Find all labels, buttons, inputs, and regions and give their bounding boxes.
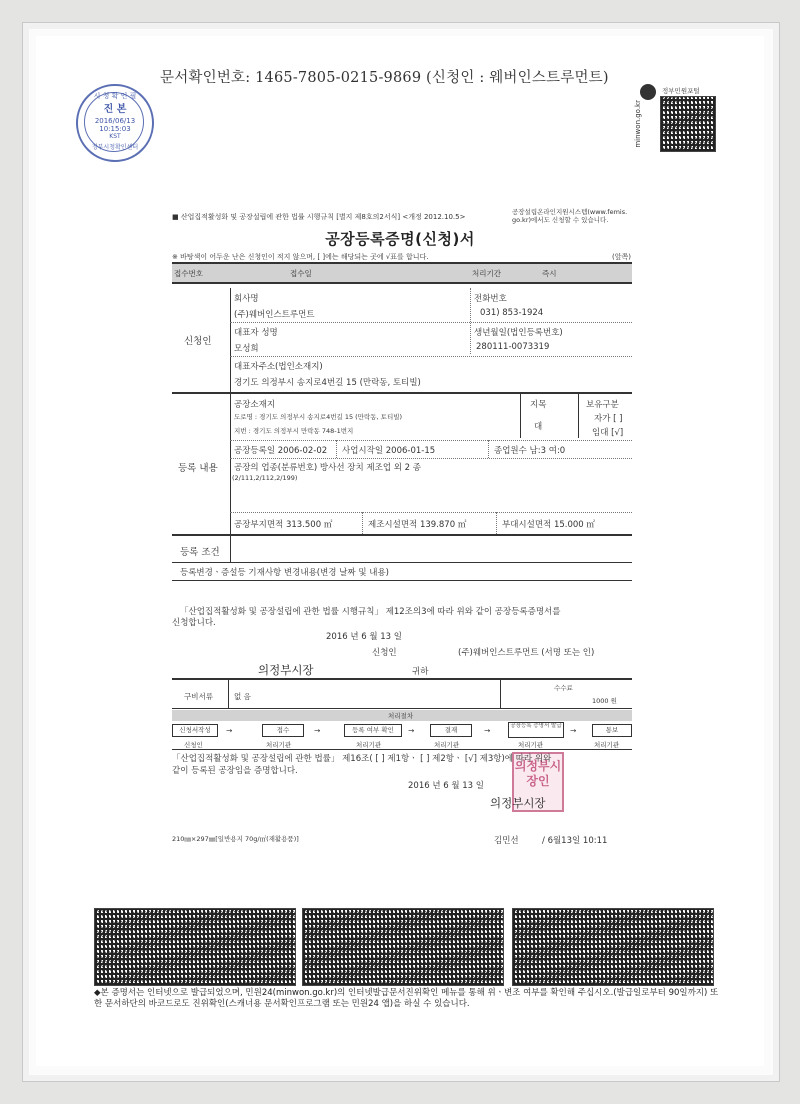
address-label: 대표자주소(법인소재지) bbox=[234, 362, 323, 372]
fee-value: 1000 원 bbox=[592, 697, 617, 705]
land-type-value: 대 bbox=[534, 422, 543, 432]
issued-time: / 6월13일 10:11 bbox=[542, 836, 608, 846]
barcode-2 bbox=[302, 908, 504, 986]
rep-label: 대표자 성명 bbox=[234, 328, 278, 338]
road-address: 도로명 : 경기도 의정부시 송지로4번길 15 (만락동, 토티빌) bbox=[234, 413, 403, 421]
addressee-honorific: 귀하 bbox=[412, 667, 429, 677]
barcode-3 bbox=[512, 908, 714, 986]
portal-label: 정부민원포털 bbox=[662, 87, 700, 95]
period-value: 즉시 bbox=[542, 269, 557, 278]
arrow-4: → bbox=[484, 726, 491, 735]
actor-3: 처리기관 bbox=[356, 741, 382, 749]
certification-text-1: 「산업집적활성화 및 공장설립에 관한 법률」 제16조( [ ] 제1항ㆍ [ ] 제2항ㆍ [√] 제3항)에 따라 위와 bbox=[172, 754, 552, 764]
law-reference: ■ 산업집적활성화 및 공장설립에 관한 법률 시행규칙 [별지 제8호의2서식] <개정 2012.10.5> bbox=[172, 213, 466, 221]
actor-2: 처리기관 bbox=[266, 741, 292, 749]
official-stamp: 의정부시장인 bbox=[512, 752, 564, 812]
phone-value: 031) 853-1924 bbox=[480, 308, 544, 318]
page-mark: (앞쪽) bbox=[612, 253, 631, 261]
arrow-2: → bbox=[314, 726, 321, 735]
actor-5: 처리기관 bbox=[518, 741, 544, 749]
docs-value: 없 음 bbox=[234, 692, 251, 701]
actor-1: 신청인 bbox=[184, 741, 203, 749]
docs-label: 구비서류 bbox=[184, 692, 213, 701]
application-statement-1: 「산업집적활성화 및 공장설립에 관한 법률 시행규칙」 제12조의3에 따라 위와 같이 공장등록증명서를 bbox=[180, 607, 561, 617]
application-statement-2: 신청합니다. bbox=[172, 618, 216, 628]
building-area: 제조시설면적 139.870 ㎡ bbox=[368, 520, 467, 530]
step-2: 접수 bbox=[262, 724, 304, 737]
certifying-authority: 의정부시장 bbox=[490, 796, 546, 810]
ownership-label: 보유구분 bbox=[586, 400, 619, 410]
birth-value: 280111-0073319 bbox=[476, 342, 550, 352]
step-1: 신청서작성 bbox=[172, 724, 218, 737]
arrow-1: → bbox=[226, 726, 233, 735]
phone-label: 전화번호 bbox=[474, 294, 507, 304]
condition-label: 등록 조건 bbox=[180, 547, 220, 558]
change-note: 등록변경ㆍ증설등 기재사항 변경내용(변경 날짜 및 내용) bbox=[180, 568, 389, 578]
site-area: 공장부지면적 313.500 ㎡ bbox=[234, 520, 333, 530]
barcode-1 bbox=[94, 908, 296, 986]
industry-type: 공장의 업종(분류번호) 방사선 장치 제조업 외 2 종 bbox=[234, 463, 421, 473]
fee-label: 수수료 bbox=[554, 684, 573, 692]
receipt-bar bbox=[172, 262, 632, 282]
portal-url: minwon.go.kr bbox=[634, 100, 642, 148]
ownership-lease: 임대 [√] bbox=[592, 428, 624, 438]
form-instruction: ※ 바탕색이 어두운 난은 신청인이 적지 않으며, [ ]에는 해당되는 곳에 √표를 합니다. bbox=[172, 253, 429, 261]
registration-date: 공장등록일 2006-02-02 bbox=[234, 446, 328, 456]
addressee: 의정부시장 bbox=[258, 663, 314, 677]
address-value: 경기도 의정부시 송지로4번길 15 (만락동, 토티빌) bbox=[234, 378, 421, 388]
authentication-seal: 시 청 확 인 필 진 본 2016/06/13 10:15:03 KST 정부시청확인센터 bbox=[76, 84, 154, 162]
company-value: (주)웨버인스트루먼트 bbox=[234, 310, 315, 320]
step-5: 공장등록 증명서 발급 bbox=[508, 722, 564, 738]
step-4: 결재 bbox=[430, 724, 472, 737]
period-label: 처리기간 bbox=[472, 269, 501, 278]
arrow-3: → bbox=[408, 726, 415, 735]
certification-date: 2016 년 6 월 13 일 bbox=[408, 781, 484, 791]
step-6: 통보 bbox=[592, 724, 632, 737]
step-3: 등록 여부 확인 bbox=[344, 724, 402, 737]
location-label: 공장소재지 bbox=[234, 400, 276, 410]
birth-label: 생년월일(법인등록번호) bbox=[474, 328, 563, 338]
online-note-1: 공장설립온라인지원시스템(www.femis. bbox=[512, 208, 628, 216]
issuing-officer: 김민선 bbox=[494, 836, 519, 846]
actor-4: 처리기관 bbox=[434, 741, 460, 749]
portal-logo-icon bbox=[640, 84, 656, 100]
portal-qr-code bbox=[660, 96, 716, 152]
application-date: 2016 년 6 월 13 일 bbox=[326, 632, 402, 642]
business-start-date: 사업시작일 2006-01-15 bbox=[342, 446, 436, 456]
lot-address: 지번 : 경기도 의정부시 만락동 748-1번지 bbox=[234, 427, 354, 435]
online-note-2: go.kr)에서도 신청할 수 있습니다. bbox=[512, 216, 609, 224]
form-title: 공장등록증명(신청)서 bbox=[325, 230, 475, 248]
company-label: 회사명 bbox=[234, 294, 259, 304]
paper-spec: 210㎜×297㎜[일반용지 70g/㎡(재활용품)] bbox=[172, 835, 299, 843]
annex-area: 부대시설면적 15.000 ㎡ bbox=[502, 520, 595, 530]
registration-section-label: 등록 내용 bbox=[178, 463, 218, 474]
applicant-sign-value: (주)웨버인스트루먼트 (서명 또는 인) bbox=[458, 648, 595, 658]
applicant-section-label: 신청인 bbox=[184, 336, 212, 347]
verification-notice: ◆본 증명서는 인터넷으로 발급되었으며, 민원24(minwon.go.kr)의 인터넷발급문서진위확인 메뉴를 통해 위ㆍ변조 여부를 확인해 주십시오.(발급일로부터 90일까지) 또한 문서하단의 바코드로도 진위확인(스캐너용 문서확인프로그램 또는 민원24 앱)을 하실 수 있습니다. bbox=[94, 988, 719, 1009]
industry-codes: (2/111,2/112,2/199) bbox=[232, 474, 298, 482]
actor-6: 처리기관 bbox=[594, 741, 620, 749]
employee-count: 종업원수 남:3 여:0 bbox=[494, 446, 566, 456]
receipt-date-label: 접수일 bbox=[290, 269, 312, 278]
rep-value: 모성희 bbox=[234, 344, 259, 354]
arrow-5: → bbox=[570, 726, 577, 735]
ownership-own: 자가 [ ] bbox=[594, 414, 623, 424]
applicant-sign-label: 신청인 bbox=[372, 648, 397, 658]
process-title: 처리절차 bbox=[388, 712, 414, 720]
receipt-no-label: 접수번호 bbox=[174, 269, 203, 278]
document-number: 문서확인번호: 1465-7805-0215-9869 (신청인 : 웨버인스트루먼트) bbox=[160, 70, 609, 86]
certification-text-2: 같이 등록된 공장임을 증명합니다. bbox=[172, 766, 298, 776]
land-type-label: 지목 bbox=[530, 400, 547, 410]
